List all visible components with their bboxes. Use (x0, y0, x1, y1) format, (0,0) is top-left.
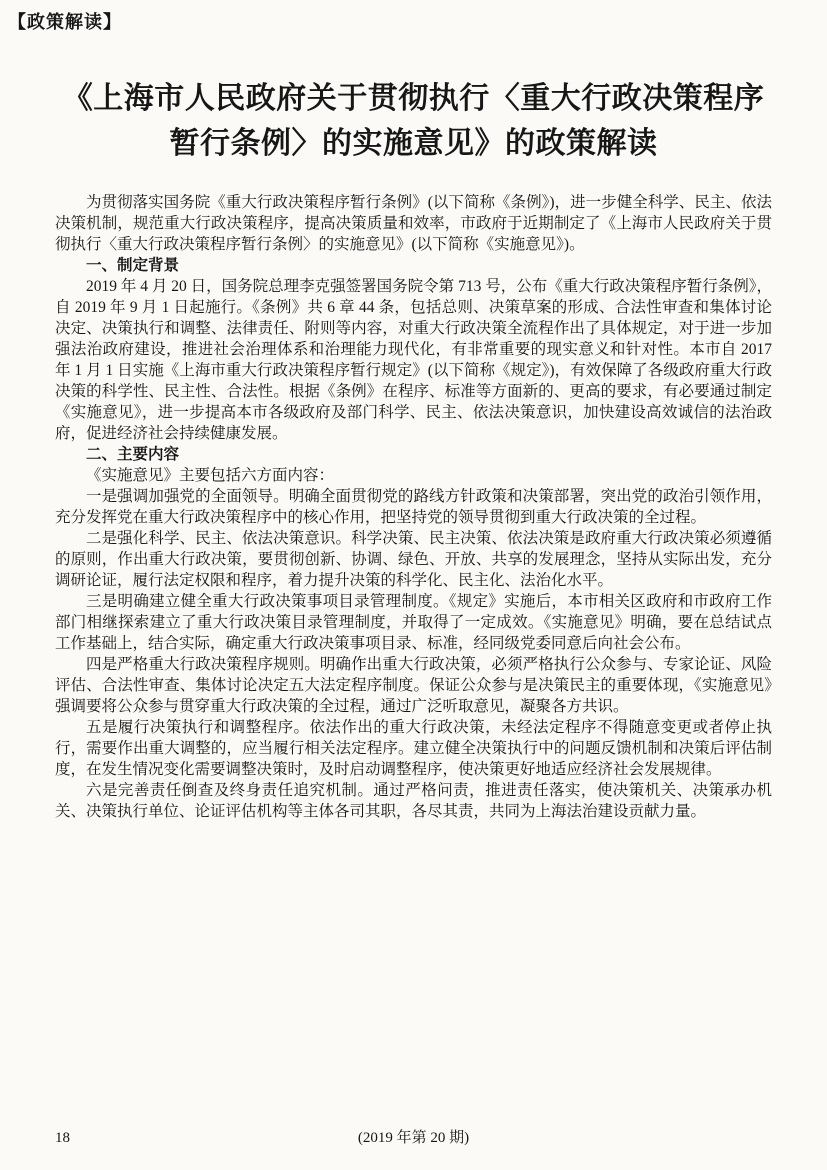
title-line-1: 《上海市人民政府关于贯彻执行〈重大行政决策程序 (62, 82, 765, 115)
document-title (40, 76, 787, 166)
paragraph-point-3: 三是明确建立健全重大行政决策事项目录管理制度。《规定》实施后，本市相关区政府和市政府工作部门相继探索建立了重大行政决策目录管理制度，并取得了一定成效。《实施意见》明确，要在总结试点工作基础上，结合实际，确定重大行政决策事项目录、标准，经同级党委同意后向社会公布。 (55, 593, 772, 652)
paragraph-point-6: 六是完善责任倒查及终身责任追究机制。通过严格问责，推进责任落实，使决策机关、决策承办机关、决策执行单位、论证评估机构等主体各司其职，各尽其责，共同为上海法治建设贡献力量。 (55, 782, 772, 820)
section-tag: 【政策解读】 (8, 12, 122, 32)
paragraph-background: 2019 年 4 月 20 日，国务院总理李克强签署国务院令第 713 号，公布《重大行政决策程序暂行条例》，自 2019 年 9 月 1 日起施行。《条例》共 6 章 44 条，包括总则、决策草案的形成、合法性审查和集体讨论决定、决策执行和调整、法律责任、附则等内容，对重大行政决策全流程作出了具体规定，对于进一步加强法治政府建设，推进社会治理体系和治理能力现代化，有非常重要的现实意义和针对性。本市自 2017 年 1 月 1 日实施《上海市重大行政决策程序暂行规定》(以下简称《规定》)，有效保障了各级政府重大行政决策的科学性、民主性、合法性。根据《条例》在程序、标准等方面新的、更高的要求，有必要通过制定《实施意见》，进一步提高本市各级政府及部门科学、民主、依法决策意识，加快建设高效诚信的法治政府，促进经济社会持续健康发展。 (55, 278, 772, 442)
paragraph-point-2: 二是强化科学、民主、依法决策意识。科学决策、民主决策、依法决策是政府重大行政决策必须遵循的原则，作出重大行政决策，要贯彻创新、协调、绿色、开放、共享的发展理念，坚持从实际出发，充分调研论证，履行法定权限和程序，着力提升决策的科学化、民主化、法治化水平。 (55, 530, 772, 589)
title-line-2: 暂行条例〉的实施意见》的政策解读 (169, 127, 658, 160)
section-heading-background: 一、制定背景 (86, 257, 180, 274)
page-number: 18 (55, 1130, 70, 1146)
section-heading-main-content: 二、主要内容 (86, 446, 180, 463)
issue-label: (2019 年第 20 期) (357, 1130, 470, 1146)
paragraph-point-5: 五是履行决策执行和调整程序。依法作出的重大行政决策，未经法定程序不得随意变更或者停止执行，需要作出重大调整的，应当履行相关法定程序。建立健全决策执行中的问题反馈机制和决策后评估制度，在发生情况变化需要调整决策时，及时启动调整程序，使决策更好地适应经济社会发展规律。 (55, 719, 772, 778)
paragraph-content-lead: 《实施意见》主要包括六方面内容： (86, 467, 335, 484)
page-footer (55, 1128, 772, 1148)
paragraph-point-1: 一是强调加强党的全面领导。明确全面贯彻党的路线方针政策和决策部署，突出党的政治引领作用，充分发挥党在重大行政决策程序中的核心作用，把坚持党的领导贯彻到重大行政决策的全过程。 (55, 488, 772, 526)
paragraph-point-4: 四是严格重大行政决策程序规则。明确作出重大行政决策，必须严格执行公众参与、专家论证、风险评估、合法性审查、集体讨论决定五大法定程序制度。保证公众参与是决策民主的重要体现，《实施意见》强调要将公众参与贯穿重大行政决策的全过程，通过广泛听取意见，凝聚各方共识。 (55, 656, 772, 715)
paragraph-intro: 为贯彻落实国务院《重大行政决策程序暂行条例》(以下简称《条例》)，进一步健全科学、民主、依法决策机制，规范重大行政决策程序，提高决策质量和效率，市政府于近期制定了《上海市人民政府关于贯彻执行〈重大行政决策程序暂行条例〉的实施意见》(以下简称《实施意见》)。 (55, 194, 772, 253)
document-body (55, 192, 772, 822)
